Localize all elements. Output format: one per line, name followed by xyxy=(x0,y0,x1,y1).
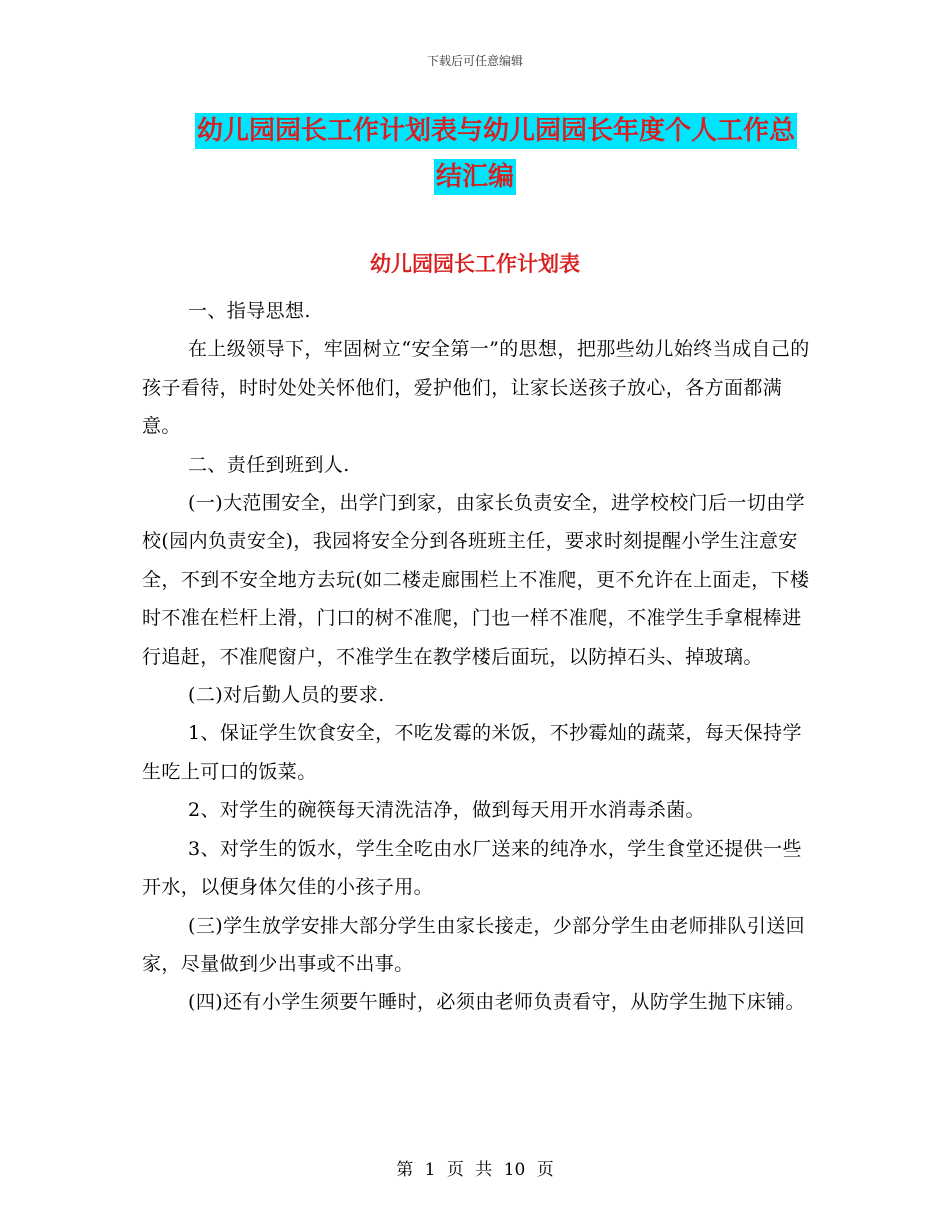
document-title-line-1 xyxy=(195,110,797,147)
section-title: 幼儿园园长工作计划表 xyxy=(370,251,580,276)
title-highlight: 结汇编 xyxy=(434,159,516,195)
paragraph: (一)大范围安全，出学门到家，由家长负责安全，进学校校门后一切由学校(园内负责安全)，我园将安全分到各班班主任，要求时刻提醒小学生注意安全，不到不安全地方去玩(如二楼走廊围栏上不准爬，更不允许在上面走，下楼时不准在栏杆上滑，门口的树不准爬，门也一样不准爬，不准学生手拿棍棒进行追赶，不准爬窗户，不准学生在教学楼后面玩，以防掉石头、掉玻璃。 xyxy=(142,492,810,668)
paragraph: 1、保证学生饮食安全，不吃发霉的米饭，不抄霉灿的蔬菜，每天保持学生吃上可口的饭菜。 xyxy=(142,722,802,783)
paragraph: 2、对学生的碗筷每天清洗洁净，做到每天用开水消毒杀菌。 xyxy=(188,799,705,822)
paragraph: 3、对学生的饭水，学生全吃由水厂送来的纯净水，学生食堂还提供一些开水，以便身体欠佳的小孩子用。 xyxy=(142,837,802,899)
page-header-note: 下载后可任意编辑 xyxy=(426,54,523,68)
paragraph: 一、指导思想. xyxy=(188,300,311,322)
paragraph: 二、责任到班到人. xyxy=(188,453,350,476)
paragraph: (四)还有小学生须要午睡时，必须由老师负责看守，从防学生抛下床铺。 xyxy=(188,991,806,1014)
paragraph: (三)学生放学安排大部分学生由家长接走，少部分学生由老师排队引送回家，尽量做到少出事或不出事。 xyxy=(142,914,806,975)
title-highlight: 幼儿园园长工作计划表与幼儿园园长年度个人工作总 xyxy=(195,113,797,149)
document-body xyxy=(142,292,814,1022)
paragraph: 在上级领导下，牢固树立“安全第一”的思想，把那些幼儿始终当成自己的孩子看待，时时处处关怀他们，爱护他们，让家长送孩子放心，各方面都满意。 xyxy=(142,338,810,438)
paragraph: (二)对后勤人员的要求. xyxy=(188,684,385,707)
page-number-footer: 第 1 页 共 10 页 xyxy=(396,1160,554,1180)
document-title-line-2 xyxy=(0,156,950,193)
